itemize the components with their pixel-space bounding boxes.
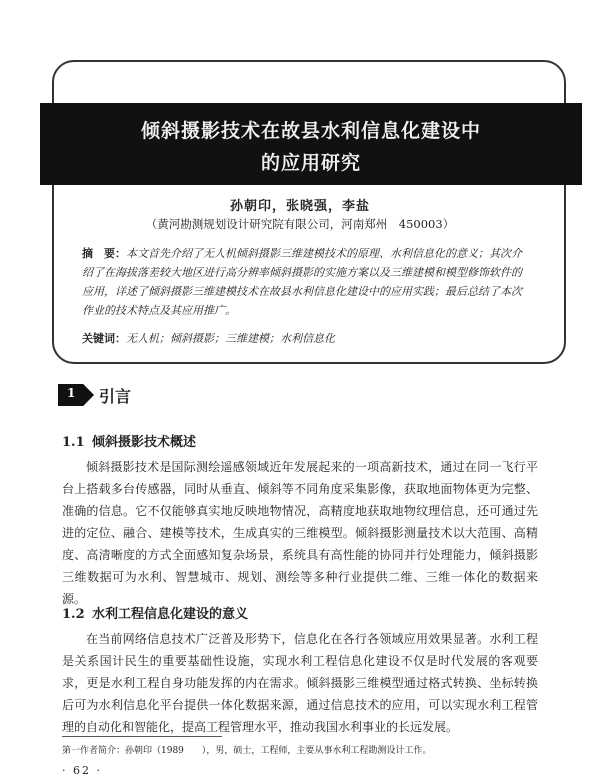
subsection-heading-1 [62,431,196,450]
footnote-rule [62,736,222,737]
subsection-number: 1.2 [62,607,85,622]
page-number: · 62 · [62,764,102,777]
section-number: 1 [67,386,76,400]
keywords-text: 无人机；倾斜摄影；三维建模；水利信息化 [126,332,335,345]
abstract-label: 摘 要： [82,247,126,260]
paragraph-1: 倾斜摄影技术是国际测绘遥感领域近年发展起来的一项高新技术，通过在同一飞行平台上搭载多台传感器，同时从垂直、倾斜等不同角度采集影像，获取地面物体更为完整、准确的信息。它不仅能够真实地反映地物情况，高精度地获取地物纹理信息，还可通过先进的定位、融合、建模等技术，生成真实的三维模型。倾斜摄影测量技术以大范围、高精度、高清晰度的方式全面感知复杂场景，系统具有高性能的协同并行处理能力，倾斜摄影三维数据可为水利、智慧城市、规划、测绘等多种行业提供二维、三维一体化的数据来源。 [62,460,538,606]
keywords-label: 关键词： [82,332,126,345]
abstract-text: 本文首先介绍了无人机倾斜摄影三维建模技术的原理、水利信息化的意义；其次介绍了在海拔落差较大地区进行高分辨率倾斜摄影的实施方案以及三维建模和模型修饰软件的应用，详述了倾斜摄影三维建模技术在故县水利信息化建设中的应用实践；最后总结了本次作业的技术特点及其应用推广。 [82,247,522,317]
section-marker [58,384,94,406]
subsection-title: 水利工程信息化建设的意义 [92,607,249,622]
paragraph-2: 在当前网络信息技术广泛普及形势下，信息化在各行各领域应用效果显著。水利工程是关系国计民生的重要基础性设施，实现水利工程信息化建设不仅是时代发展的客观要求，更是水利工程自身功能发挥的内在需求。倾斜摄影三维模型通过格式转换、坐标转换后可为水利信息化平台提供一体化数据来源，通过信息技术的应用，可以实现水利工程管理的自动化和智能化，提高工程管理水平，推动我国水利事业的长远发展。 [62,632,538,734]
abstract [82,244,524,320]
affiliation: （黄河勘测规划设计研究院有限公司，河南郑州 450003） [145,217,455,231]
authors: 孙朝印，张晓强，李盐 [229,199,370,214]
paper-title-line1: 倾斜摄影技术在故县水利信息化建设中 [140,120,481,142]
paper-title-line2: 的应用研究 [260,152,361,174]
subsection-number: 1.1 [62,435,85,450]
keywords [82,330,524,346]
section-title: 引言 [99,387,132,406]
footnote: 第一作者简介：孙朝印（1989 ），男，硕士，工程师，主要从事水利工程勘测设计工作。 [62,746,432,756]
subsection-title: 倾斜摄影技术概述 [92,435,197,450]
subsection-heading-2 [62,603,248,622]
